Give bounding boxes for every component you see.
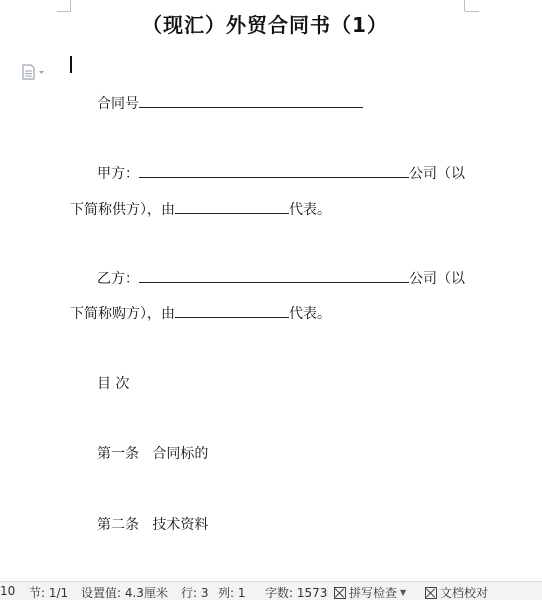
chevron-down-icon [39, 71, 44, 74]
chevron-down-icon: ▼ [400, 588, 407, 597]
doc-proof-button[interactable] [425, 584, 488, 600]
status-setting[interactable]: 设置值: 4.3厘米 [81, 586, 168, 600]
party-b-rep-blank[interactable] [175, 302, 289, 318]
status-row[interactable]: 行: 3 [181, 586, 209, 600]
status-col[interactable]: 列: 1 [218, 586, 246, 600]
party-b-line2 [70, 302, 331, 323]
party-a-blank[interactable] [139, 162, 409, 178]
toc-heading: 目 次 [97, 376, 130, 392]
doc-proof-label: 文档校对 [440, 586, 489, 600]
article-2: 第二条 技术资料 [97, 517, 209, 533]
contract-no-blank[interactable] [139, 92, 363, 108]
article-1: 第一条 合同标的 [97, 446, 209, 462]
party-a-line2 [70, 198, 331, 219]
represent-suffix: 代表。 [289, 306, 331, 322]
document-title: （现汇）外贸合同书（1） [142, 13, 388, 37]
party-a-label: 甲方： [97, 166, 139, 182]
party-b-blank[interactable] [139, 267, 409, 283]
status-page[interactable]: 10 [0, 584, 16, 598]
contract-no-line [97, 92, 363, 113]
company-suffix: 公司（以 [409, 166, 465, 182]
status-word-count[interactable]: 字数: 1573 [265, 586, 328, 600]
party-a-line2-prefix: 下简称供方），由 [70, 202, 175, 218]
party-a-line [97, 162, 465, 183]
represent-suffix: 代表。 [289, 202, 331, 218]
party-b-line2-prefix: 下简称购方），由 [70, 306, 175, 322]
text-cursor [70, 56, 72, 73]
document-icon[interactable] [21, 64, 39, 80]
party-b-line [97, 267, 465, 288]
company-suffix: 公司（以 [409, 271, 465, 287]
status-bar [0, 581, 542, 600]
party-b-label: 乙方： [97, 271, 139, 287]
status-section[interactable]: 节: 1/1 [29, 586, 69, 600]
spell-check-label: 拼写检查 [349, 586, 398, 600]
contract-no-label: 合同号 [97, 96, 139, 112]
party-a-rep-blank[interactable] [175, 198, 289, 214]
boxed-x-icon [334, 587, 346, 599]
boxed-x-icon [425, 587, 437, 599]
spell-check-button[interactable] [334, 584, 406, 600]
